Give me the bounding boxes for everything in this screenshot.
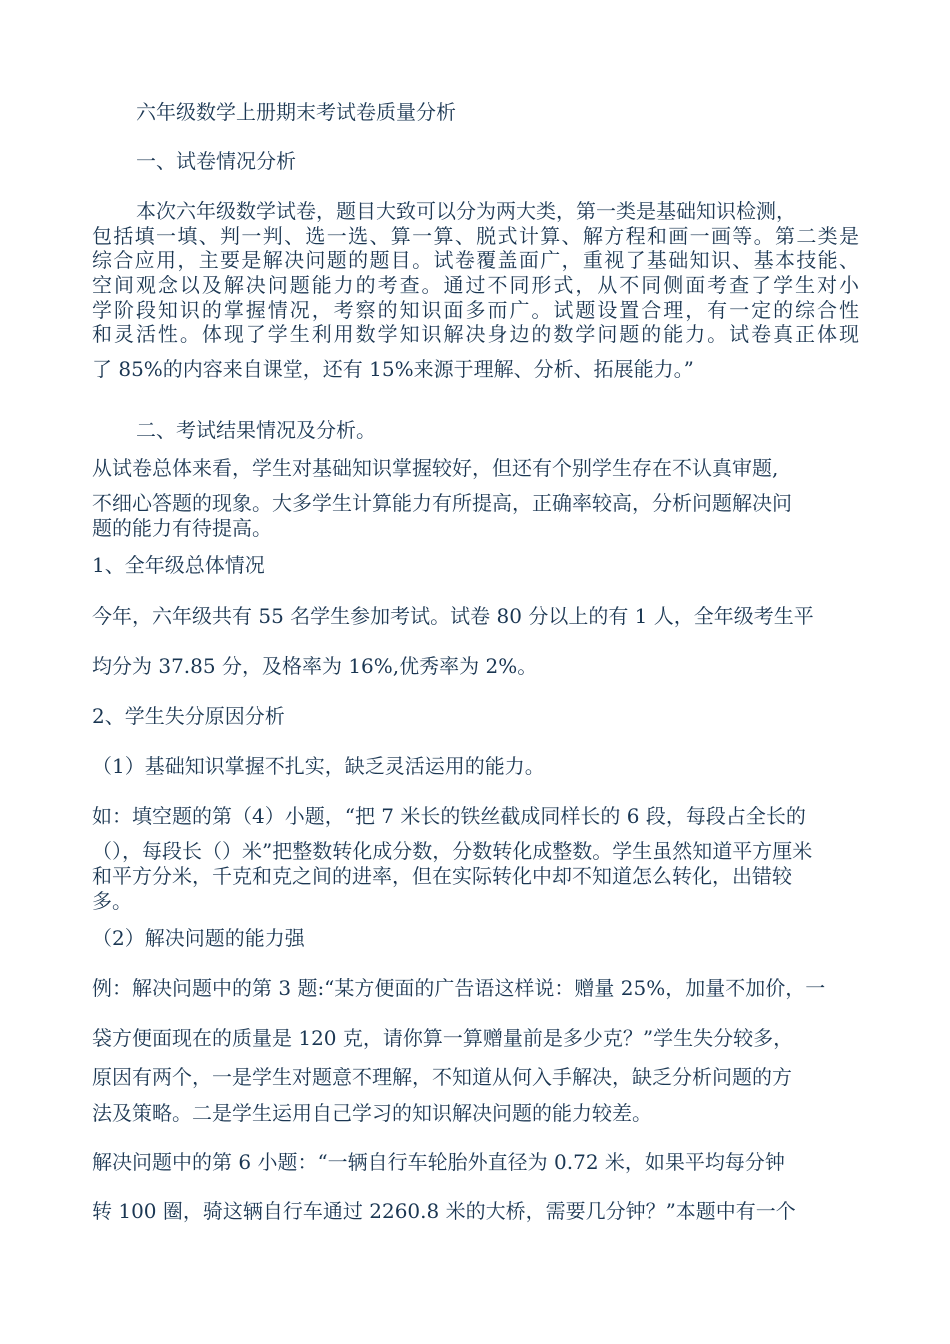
paragraph-line: （），每段长（）米”把整数转化成分数，分数转化成整数。学生虽然知道平方厘米 xyxy=(92,839,813,863)
paragraph-line: 题的能力有待提高。 xyxy=(92,516,272,540)
section-heading-results: 二、考试结果情况及分析。 xyxy=(136,418,376,442)
subheading-loss-reasons: 2、学生失分原因分析 xyxy=(92,704,285,728)
paragraph-line: 包括填一填、判一判、选一选、算一算、脱式计算、解方程和画一画等。第二类是 xyxy=(92,224,859,248)
paragraph-line: 解决问题中的第 6 小题：“一辆自行车轮胎外直径为 0.72 米，如果平均每分钟 xyxy=(92,1150,785,1174)
paragraph-line: 多。 xyxy=(92,889,132,913)
item-heading-basic-knowledge: （1）基础知识掌握不扎实，缺乏灵活运用的能力。 xyxy=(92,754,545,778)
paragraph-line: 原因有两个，一是学生对题意不理解，不知道从何入手解决，缺乏分析问题的方 xyxy=(92,1065,792,1089)
subheading-overall: 1、全年级总体情况 xyxy=(92,553,265,577)
paragraph-line: 空间观念以及解决问题能力的考查。通过不同形式，从不同侧面考查了学生对小 xyxy=(92,273,859,297)
document-title: 六年级数学上册期末考试卷质量分析 xyxy=(136,100,456,124)
paragraph-line: 本次六年级数学试卷，题目大致可以分为两大类，第一类是基础知识检测， xyxy=(136,199,796,223)
paragraph-line: 学阶段知识的掌握情况，考察的知识面多而广。试题设置合理，有一定的综合性 xyxy=(92,298,859,322)
paragraph-line: 转 100 圈，骑这辆自行车通过 2260.8 米的大桥，需要几分钟？”本题中有一个 xyxy=(92,1199,796,1223)
section-heading-paper-analysis: 一、试卷情况分析 xyxy=(136,149,296,173)
paragraph-line: 今年，六年级共有 55 名学生参加考试。试卷 80 分以上的有 1 人，全年级考生平 xyxy=(92,604,814,628)
paragraph-line: 均分为 37.85 分，及格率为 16%,优秀率为 2%。 xyxy=(92,654,538,678)
paragraph-line: 了 85%的内容来自课堂，还有 15%来源于理解、分析、拓展能力。” xyxy=(92,357,694,381)
paragraph-line: 综合应用，主要是解决问题的题目。试卷覆盖面广，重视了基础知识、基本技能、 xyxy=(92,248,859,272)
paragraph-line: 法及策略。二是学生运用自己学习的知识解决问题的能力较差。 xyxy=(92,1101,652,1125)
item-heading-problem-solving: （2）解决问题的能力强 xyxy=(92,926,305,950)
paragraph-line: 从试卷总体来看，学生对基础知识掌握较好，但还有个别学生存在不认真审题, xyxy=(92,456,779,480)
paragraph-line: 例：解决问题中的第 3 题:“某方便面的广告语这样说：赠量 25%，加量不加价，一 xyxy=(92,976,826,1000)
paragraph-line: 不细心答题的现象。大多学生计算能力有所提高，正确率较高，分析问题解决问 xyxy=(92,491,792,515)
paragraph-line: 和灵活性。体现了学生利用数学知识解决身边的数学问题的能力。试卷真正体现 xyxy=(92,322,859,346)
paragraph-line: 和平方分米，千克和克之间的进率，但在实际转化中却不知道怎么转化，出错较 xyxy=(92,864,792,888)
paragraph-line: 如：填空题的第（4）小题，“把 7 米长的铁丝截成同样长的 6 段，每段占全长的 xyxy=(92,804,806,828)
paragraph-line: 袋方便面现在的质量是 120 克，请你算一算赠量前是多少克？”学生失分较多， xyxy=(92,1026,794,1050)
